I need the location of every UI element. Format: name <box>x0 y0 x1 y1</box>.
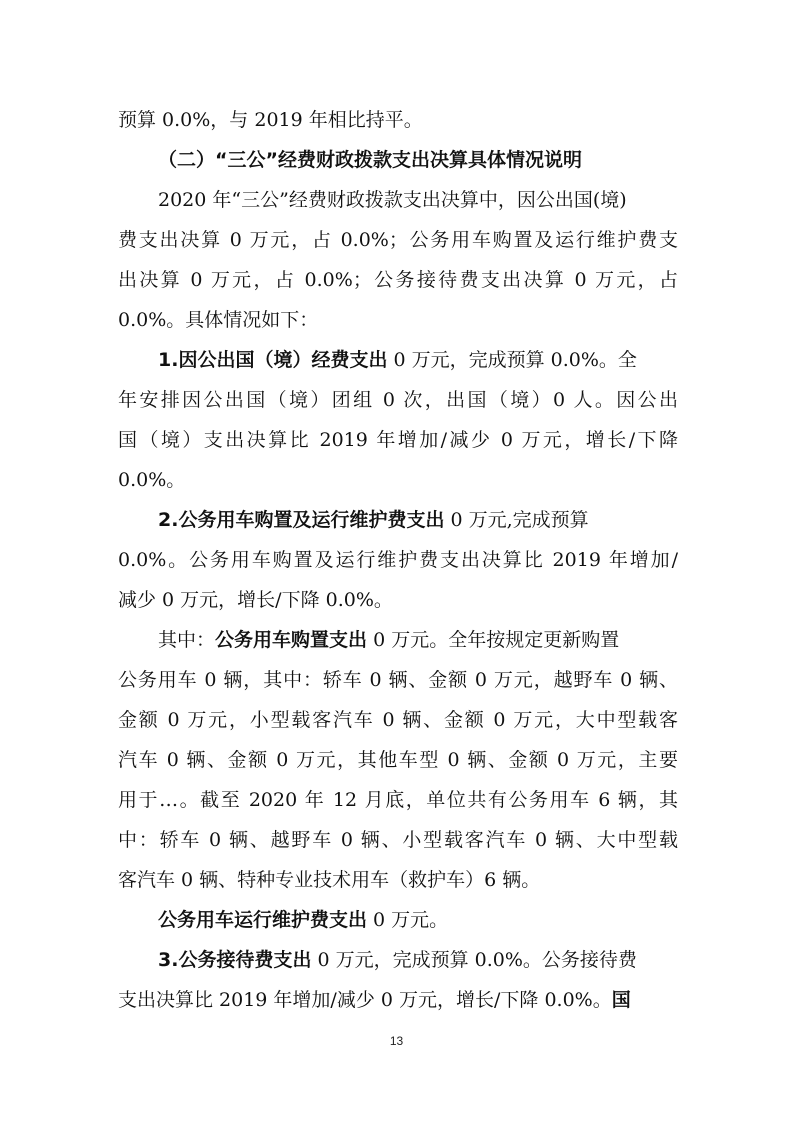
paragraph-line: 客汽车 0 辆、特种专业技术用车（救护车）6 辆。 <box>118 869 541 891</box>
text: 2020 年“三公”经费财政拨款支出决算中，因公出国(境) <box>158 189 627 211</box>
paragraph-line: 金额 0 万元，小型载客汽车 0 辆、金额 0 万元，大中型载客 <box>118 709 678 731</box>
bold-lead: 1.因公出国（境）经费支出 <box>158 349 388 371</box>
paragraph-line: 汽车 0 辆、金额 0 万元，其他车型 0 辆、金额 0 万元，主要 <box>118 749 678 771</box>
text: 支出决算比 2019 年增加/减少 0 万元，增长/下降 0.0%。 <box>118 989 612 1011</box>
paragraph-line: 出决算 0 万元，占 0.0%；公务接待费支出决算 0 万元，占 <box>118 269 678 291</box>
paragraph-line <box>158 902 678 938</box>
bold-lead: 3.公务接待费支出 <box>158 949 312 971</box>
paragraph-line: 用于…。截至 2020 年 12 月底，单位共有公务用车 6 辆，其 <box>118 789 678 811</box>
paragraph-line: 减少 0 万元，增长/下降 0.0%。 <box>118 589 393 611</box>
paragraph-line: 0.0%。具体情况如下： <box>118 309 319 331</box>
paragraph-line <box>118 982 678 1018</box>
page-number: 13 <box>389 1034 404 1048</box>
paragraph-line: 中：轿车 0 辆、越野车 0 辆、小型载客汽车 0 辆、大中型载 <box>118 829 678 851</box>
paragraph-line: 0.0%。 <box>118 469 186 491</box>
paragraph-line: 年安排因公出国（境）团组 0 次，出国（境）0 人。因公出 <box>118 389 678 411</box>
paragraph-line <box>158 622 678 658</box>
text: 0 万元,完成预算 <box>444 509 589 531</box>
paragraph-line <box>158 182 678 218</box>
paragraph-line <box>158 942 678 978</box>
paragraph-line: 公务用车 0 辆，其中：轿车 0 辆、金额 0 万元，越野车 0 辆、 <box>118 669 678 691</box>
paragraph-line: 费支出决算 0 万元，占 0.0%；公务用车购置及运行维护费支 <box>118 229 678 251</box>
text: 0 万元。 <box>367 909 449 931</box>
bold-lead: 2.公务用车购置及运行维护费支出 <box>158 509 445 531</box>
section-heading: （二）“三公”经费财政拨款支出决算具体情况说明 <box>158 149 582 171</box>
paragraph-line <box>118 102 678 138</box>
bold-lead: 国 <box>611 989 631 1011</box>
text: 其中： <box>158 629 216 651</box>
text: 0 万元。全年按规定更新购置 <box>367 629 620 651</box>
text: 预算 0.0%，与 2019 年相比持平。 <box>118 109 423 131</box>
paragraph-line: 国（境）支出决算比 2019 年增加/减少 0 万元，增长/下降 <box>118 429 678 451</box>
text: 0 万元，完成预算 0.0%。全 <box>387 349 637 371</box>
paragraph-line <box>158 342 678 378</box>
bold-lead: 公务用车购置支出 <box>215 629 368 651</box>
bold-lead: 公务用车运行维护费支出 <box>158 909 368 931</box>
text: 0 万元，完成预算 0.0%。公务接待费 <box>311 949 637 971</box>
paragraph-line: 0.0%。公务用车购置及运行维护费支出决算比 2019 年增加/ <box>118 549 678 571</box>
paragraph-line <box>158 502 678 538</box>
